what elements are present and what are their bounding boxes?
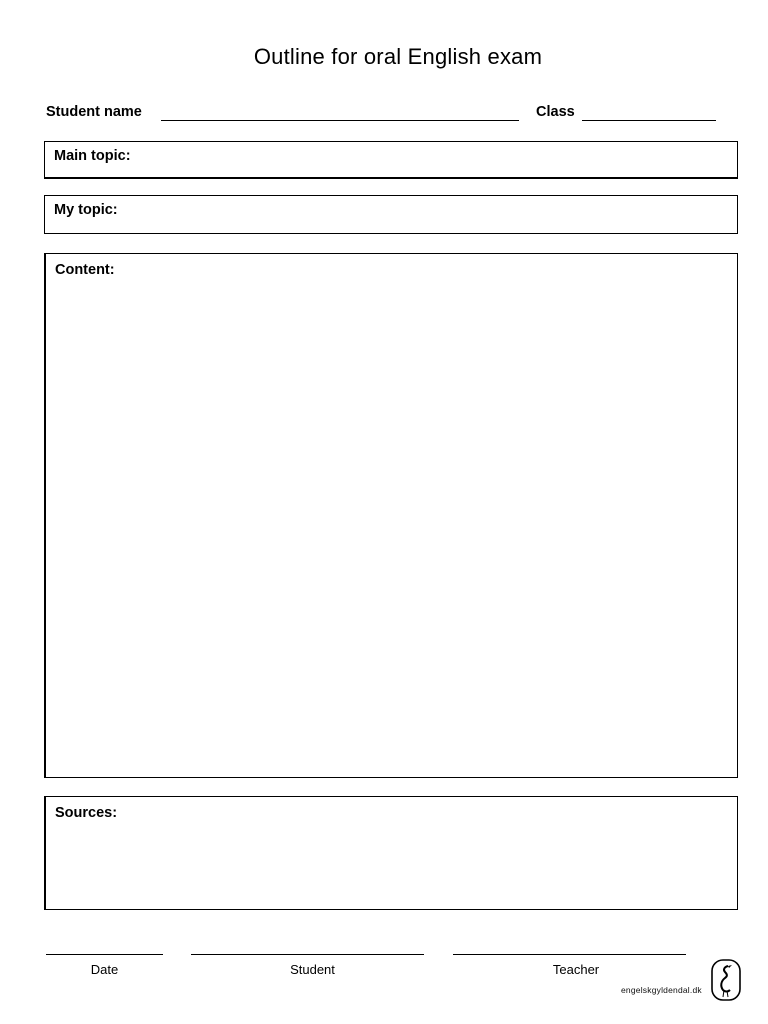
student-signature-label: Student xyxy=(290,962,335,977)
page-title: Outline for oral English exam xyxy=(253,44,543,69)
class-field[interactable] xyxy=(582,120,716,121)
student-info-row xyxy=(46,104,726,126)
my-topic-label: My topic: xyxy=(54,202,118,218)
student-signature-line[interactable] xyxy=(191,954,424,955)
teacher-signature-line[interactable] xyxy=(453,954,686,955)
teacher-signature-label: Teacher xyxy=(552,962,600,977)
date-label: Date xyxy=(90,962,119,977)
student-name-label: Student name xyxy=(46,104,142,120)
class-label: Class xyxy=(536,104,575,120)
content-box[interactable] xyxy=(44,253,738,778)
main-topic-box[interactable] xyxy=(44,141,738,179)
sources-box[interactable] xyxy=(44,796,738,910)
student-name-field[interactable] xyxy=(161,120,519,121)
main-topic-label: Main topic: xyxy=(54,148,131,164)
my-topic-box[interactable] xyxy=(44,195,738,234)
heron-bird-logo-icon xyxy=(711,959,741,1001)
footer-url: engelskgyldendal.dk xyxy=(621,985,702,995)
content-label: Content: xyxy=(55,262,115,278)
sources-label: Sources: xyxy=(55,805,118,821)
date-signature-line[interactable] xyxy=(46,954,163,955)
